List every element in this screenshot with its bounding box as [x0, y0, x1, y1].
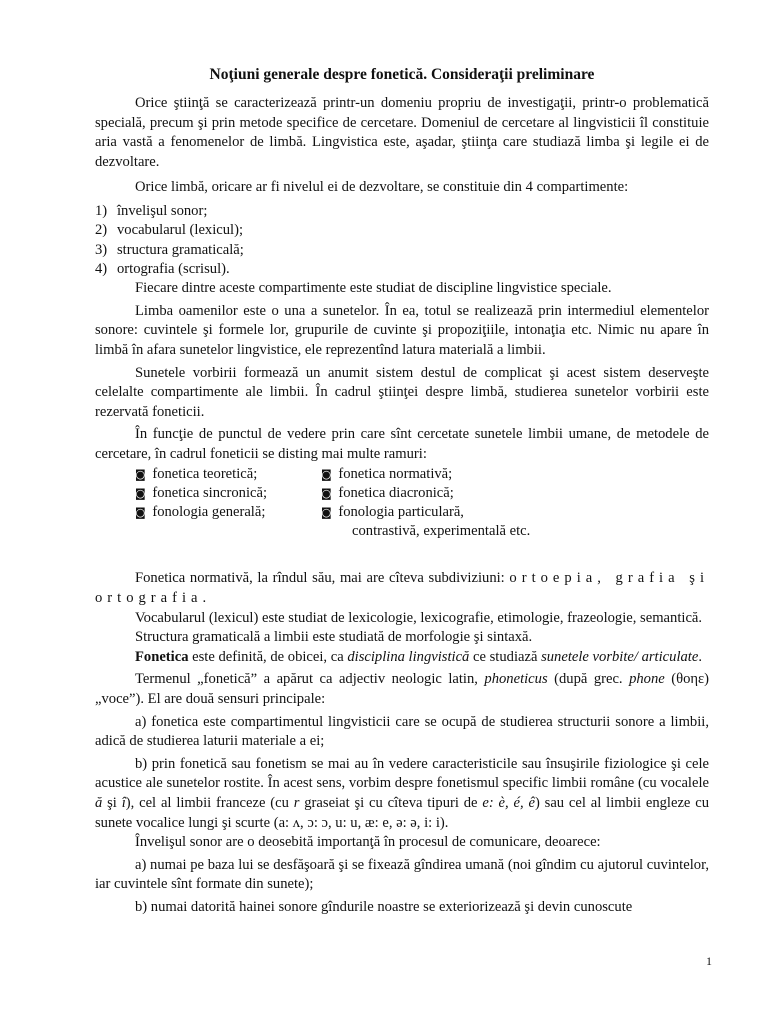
bullet-icon: ◙: [135, 467, 146, 481]
document-page: [95, 64, 709, 917]
bullet-icon: ◙: [135, 486, 146, 500]
paragraph-intro: Orice ştiinţă se caracterizează printr-un domeniu propriu de investigaţii, printr-o problematică specială, precum şi prin metode specifice de cercetare. Domeniul de cercetare al lingvisticii îl constituie aria vastă a fenomenelor de limbă. Lingvistica este, aşadar, ştiinţa care studiază limba şi legile ei de dezvoltare.: [95, 95, 709, 170]
list-item: 1) învelişul sonor;: [95, 202, 208, 219]
paragraph-sense-a: a) fonetica este compartimentul lingvisticii care se ocupă de studierea structurii sonore a limbii, adică de studierea laturii materiale a ei;: [95, 713, 709, 750]
paragraph-term-origin: Termenul „fonetică” a apărut ca adjectiv neologic latin, phoneticus (după grec. phone (θοηε) „voce”). El are două sensuri principale:: [95, 671, 709, 707]
bullet-icon: ◙: [321, 506, 332, 520]
paragraph-disciplines: Fiecare dintre aceste compartimente este studiat de discipline lingvistice speciale.: [135, 280, 612, 297]
paragraph-phonetics-definition: Fonetica este definită, de obicei, ca disciplina lingvistică ce studiază sunetele vorbite/ articulate.: [135, 648, 702, 665]
paragraph-compartments-intro: Orice limbă, oricare ar fi nivelul ei de dezvoltare, se constituie din 4 compartimente:: [135, 179, 629, 196]
list-item: 4) ortografia (scrisul).: [95, 260, 230, 277]
bullet-icon: ◙: [135, 506, 146, 520]
phonetics-branches: [95, 465, 709, 542]
paragraph-grammar: Structura gramaticală a limbii este studiată de morfologie şi sintaxă.: [135, 629, 533, 646]
paragraph-speech-sounds: Sunetele vorbirii formează un anumit sistem destul de complicat şi acest sistem deserveşte celelalte compartimente ale limbii. În cadrul ştiinţei despre limbă, studierea sunetelor vorbirii este rezervată foneticii.: [95, 364, 709, 420]
list-item: ◙ fonetica sincronică; ◙ fonetica diacronică;: [135, 484, 454, 501]
bullet-icon: ◙: [321, 467, 332, 481]
paragraph-branches-intro: În funcţie de punctul de vedere prin care sînt cercetate sunetele limbii umane, de metodele de cercetare, în cadrul foneticii se disting mai multe ramuri:: [95, 426, 709, 462]
paragraph-reason-a: a) numai pe baza lui se desfăşoară şi se fixează gîndirea umană (noi gîndim cu ajutorul cuvintelor, iar cuvintele sînt formate din sunete);: [95, 856, 709, 893]
list-item: 2) vocabularul (lexicul);: [95, 222, 244, 239]
list-item: ◙ fonetica teoretică; ◙ fonetica normativă;: [135, 465, 453, 482]
branch-extra: contrastivă, experimentală etc.: [352, 523, 531, 540]
bullet-icon: ◙: [321, 486, 332, 500]
paragraph-sound-importance: Învelişul sonor are o deosebită importanţă în procesul de comunicare, deoarece:: [135, 834, 601, 851]
paragraph-vocabulary: Vocabularul (lexicul) este studiat de lexicologie, lexicografie, etimologie, frazeologie, semantică.: [135, 609, 703, 626]
page-number: 1: [706, 954, 712, 968]
paragraph-normative-phonetics: Fonetica normativă, la rîndul său, mai are cîteva subdiviziuni: ortoepia, grafia şi ortografia.: [95, 570, 709, 606]
compartments-list: [95, 202, 709, 279]
paragraph-sense-b: b) prin fonetică sau fonetism se mai au în vedere caracteristicile sau însuşirile fiziologice şi cele acustice ale sunetelor rostite. În acest sens, vorbim despre fonetismul specific limbii române (cu vocalele ă şi î), cel al limbii franceze (cu r graseiat şi cu cîteva tipuri de e: è, é, ê) sau cel al limbii engleze cu sunete vocalice lungi şi scurte (a: ʌ, ɔ: ɔ, u: u, æ: e, ə: ə, i: i).: [95, 755, 710, 831]
page-title: Noţiuni generale despre fonetică. Consideraţii preliminare: [209, 66, 595, 83]
list-item: ◙ fonologia generală; ◙ fonologia particulară,: [135, 504, 464, 521]
paragraph-reason-b: b) numai datorită hainei sonore gîndurile noastre se exteriorizează şi devin cunoscute: [135, 898, 633, 915]
paragraph-language-sounds: Limba oamenilor este o una a sunetelor. În ea, totul se realizează prin intermediul elementelor sonore: cuvintele şi formele lor, grupurile de cuvinte şi propoziţiile, intonaţia etc. Nimic nu apare în limbă în afara sunetelor lingvistice, ele reprezentînd latura materială a limbii.: [95, 302, 709, 358]
list-item: 3) structura gramaticală;: [95, 241, 244, 258]
